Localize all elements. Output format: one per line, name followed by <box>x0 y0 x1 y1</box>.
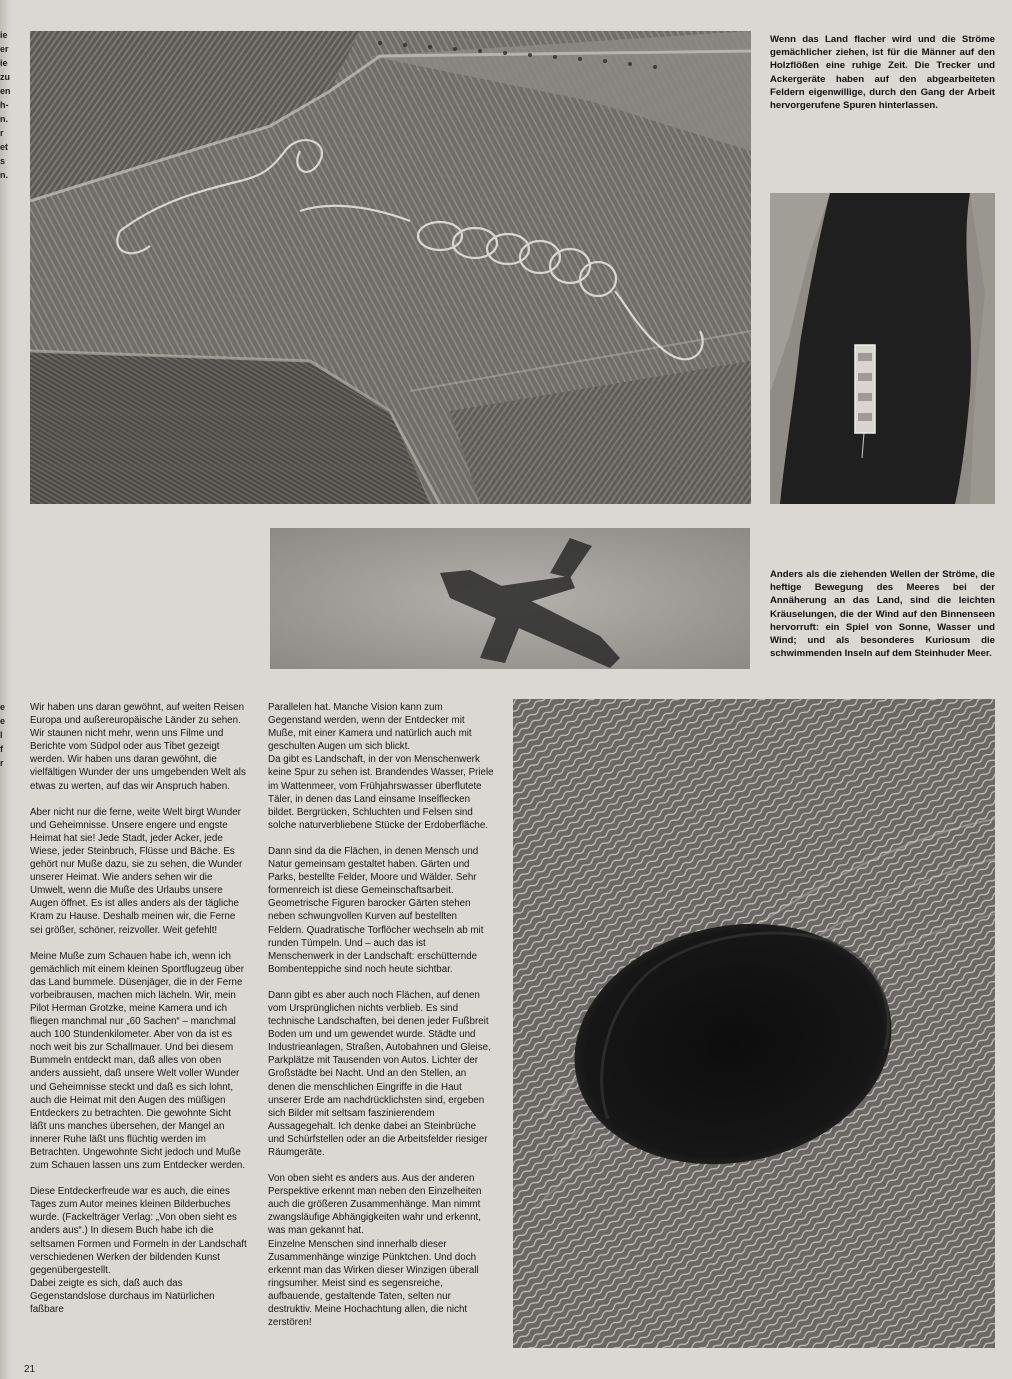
article-column-2 <box>268 701 494 1342</box>
paragraph: Diese Entdeckerfreude war es auch, die eines Tages zum Autor meines kleinen Bilderbuches wurde. (Fackelträger Verlag: „Von oben sieht es anders aus“.) In diesem Buch habe ich die seltsamen Formen und Formeln in der Landschaft verschiedenen Werken der bildenden Kunst gegenübergestellt. <box>30 1186 247 1276</box>
paragraph: Dann gibt es aber auch noch Flächen, auf denen vom Ursprünglichen nichts verblieb. Es sind technische Landschaften, bei denen jeder Fußbreit Boden um und um gewendet wurde. Städte und Industrieanlagen, Straßen, Autobahnen und Gleise, Parkplätze mit Tausenden von Autos. Lichter der Großstädte bei Nacht. Und an den Stellen, an denen die menschlichen Eingriffe in die Haut unserer Erde am nachdrücklichsten sind, ergeben sich Bilder mit seltsam faszinierendem Aussagegehalt. Ich denke dabei an Steinbrüche und Schürfstellen oder an die Arbeitsfelder riesiger Räumgeräte. <box>268 989 491 1158</box>
edge-fragment: f <box>0 744 3 754</box>
edge-fragment: h- <box>0 100 9 110</box>
edge-fragment: e <box>0 702 6 712</box>
paragraph: Meine Muße zum Schauen habe ich, wenn ich gemächlich mit einem kleinen Sportflugzeug über das Land bummele. Düsenjäger, die in der Ferne vorbeibrausen, machen mich lächeln. Wir, mein Pilot Herman Grotzke, meine Kamera und ich fliegen manchmal nur „60 Sachen“ – manchmal auch 100 Stundenkilometer. Aber von da ist es noch weit bis zur Schallmauer. Und bei diesem Bummeln entdeckt man, daß alles von oben anders aussieht, daß unsere Welt voller Wunder und Geheimnisse steckt und daß es sich lohnt, auch die Heimat mit den Augen des müßigen Entdeckers zu betrachten. Die gewohnte Sicht läßt uns manches übersehen, der Mangel an innerer Ruhe läßt uns flüchtig werden im Betrachten. Ungewohnte Sicht jedoch und Muße zum Schauen lassen uns zum Entdecker werden. <box>30 950 246 1172</box>
paragraph: Dabei zeigte es sich, daß auch das Gegenstandslose durchaus im Natürlichen faßbare <box>30 1277 215 1316</box>
edge-fragment: en <box>0 86 11 96</box>
paragraph: Einzelne Menschen sind innerhalb dieser Zusammenhänge winzige Pünktchen. Und doch erkennt man das Wirken dieser Winzigen überall ringsumher. Meist sind es segensreiche, aufbauende, gestaltende Taten, selten nur destruktiv. Meine Hochachtung allen, die nicht zerstören! <box>268 1238 479 1329</box>
edge-fragment: er <box>0 44 9 54</box>
previous-page-text-fragments <box>0 28 12 182</box>
photo-floating-island <box>513 699 995 1348</box>
photo-airplane-shadow <box>270 528 750 669</box>
edge-fragment: n. <box>0 114 8 124</box>
edge-fragment: r <box>0 128 4 138</box>
previous-page-text-fragments-lower <box>0 700 12 770</box>
edge-fragment: ie <box>0 58 8 68</box>
paragraph: Aber nicht nur die ferne, weite Welt birgt Wunder und Geheimnisse. Unsere engere und engste Heimat hat sie! Jede Stadt, jeder Acker, jede Wiese, jeder Steinbruch, Flüsse und Bäche. Es gehört nur Muße dazu, sie zu sehen, die Wunder unserer Heimat. Wie anders sehen wir die Umwelt, wenn die Muße des Urlaubs unsere Augen öffnet. Es ist alles anders als der tägliche Kram zu Hause. Deshalb meinen wir, die Ferne sei größer, schöner, reizvoller. Weit gefehlt! <box>30 806 243 936</box>
photo-river-raft <box>770 193 995 504</box>
edge-fragment: r <box>0 758 4 768</box>
paragraph: Dann sind da die Flächen, in denen Mensch und Natur gemeinsam gestaltet haben. Gärten und Parks, bestellte Felder, Moore und Wälder. Sehr formenreich ist diese Gemeinschaftsarbeit. Geometrische Figuren barocker Gärten stehen neben schwungvollen Kurven auf bestellten Feldern. Quadratische Torflöcher wechseln ab mit runden Tümpeln. Und – auch das ist Menschenwerk in der Landschaft: erschütternde Bombenteppiche sind noch heute sichtbar. <box>268 845 484 975</box>
caption-lake-ripples: Anders als die ziehenden Wellen der Ströme, die heftige Bewegung des Meeres bei der Annäherung an das Land, sind die leichten Kräuselungen, die der Wind auf den Binnenseen hervorruft: ein Spiel von Sonne, Wasser und Wind; und als besonderes Kuriosum die schwimmenden Inseln auf dem Steinhuder Meer. <box>770 569 995 660</box>
page-number: 21 <box>24 1364 36 1375</box>
article-column-1 <box>30 701 248 1329</box>
caption-field-tracks: Wenn das Land flacher wird und die Ströme gemächlicher ziehen, ist für die Männer auf den Holzflößen eine ruhige Zeit. Die Trecker und Ackergeräte haben auf den abgearbeiteten Feldern eigenwillige, durch den Gang der Arbeit hervorgerufene Spuren hinterlassen. <box>770 34 995 112</box>
edge-fragment: s <box>0 156 6 166</box>
edge-fragment: n. <box>0 170 8 180</box>
edge-fragment: zu <box>0 72 10 82</box>
edge-fragment: et <box>0 142 9 152</box>
edge-fragment: e <box>0 716 6 726</box>
previous-page-edge <box>0 0 10 1379</box>
paragraph: Von oben sieht es anders aus. Aus der anderen Perspektive erkennt man neben den Einzelheiten auch die größeren Zusammenhänge. Man nimmt zwangsläufige Abhängigkeiten wahr und erkennt, was man gekannt hat. <box>268 1173 482 1237</box>
paragraph: Parallelen hat. Manche Vision kann zum Gegenstand werden, wenn der Entdecker mit Muße, mit einer Kamera und natürlich auch mit geschulten Augen um sich blickt. <box>268 702 472 753</box>
paragraph: Da gibt es Landschaft, in der von Menschenwerk keine Spur zu sehen ist. Brandendes Wasser, Priele im Wattenmeer, vom Frühjahrswasser überflutete Täler, in denen das Land einsame Inselflecken bildet. Bergrücken, Schluchten und Felsen sind solche naturverbliebene Stücke der Erdoberfläche. <box>268 754 494 831</box>
edge-fragment: ie <box>0 30 8 40</box>
paragraph: Wir haben uns daran gewöhnt, auf weiten Reisen Europa und außereuropäische Länder zu sehen. Wir staunen nicht mehr, wenn uns Filme und Berichte vom Südpol oder aus Tibet gezeigt werden. Wir haben uns daran gewöhnt, die vielfältigen Wunder der uns umgebenden Welt als etwas zu werten, auf das wir Anspruch haben. <box>30 702 246 792</box>
photo-field-tracks <box>30 31 751 504</box>
edge-fragment: l <box>0 730 3 740</box>
